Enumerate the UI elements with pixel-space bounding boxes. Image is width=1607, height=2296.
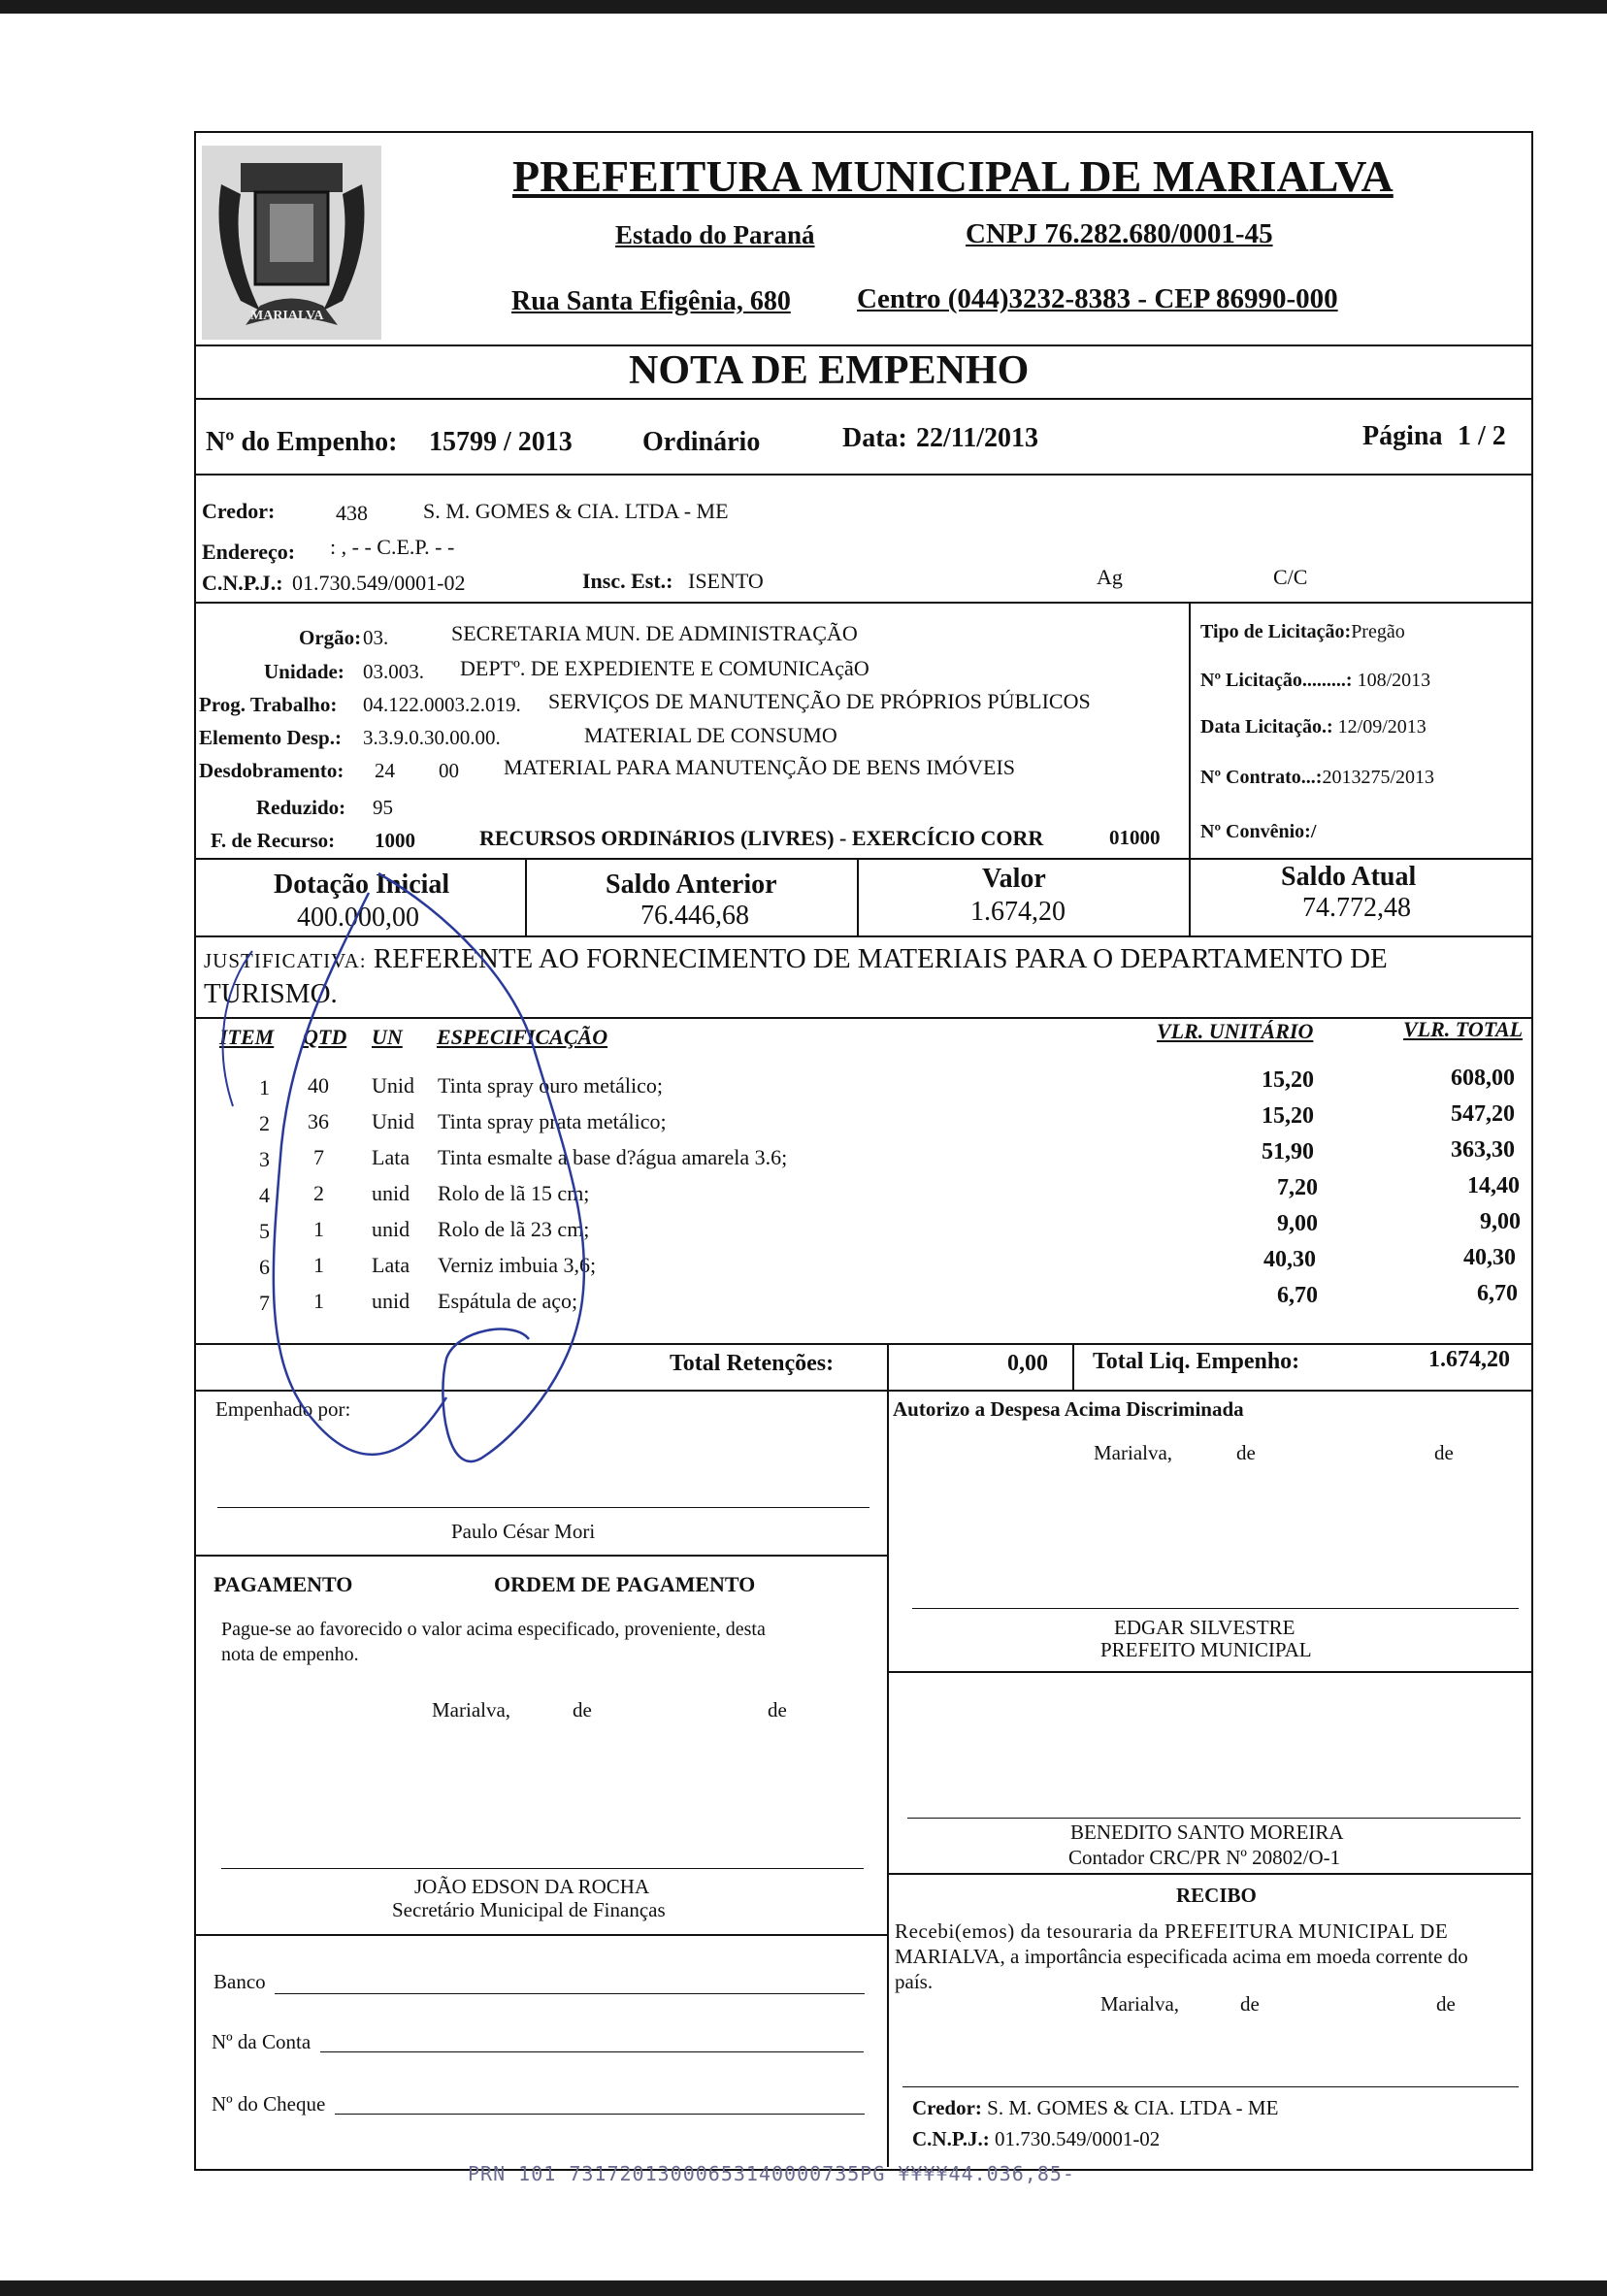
empenho-type: Ordinário	[642, 427, 761, 457]
licitacao-number: 108/2013	[1357, 670, 1431, 691]
footer-authentication-code: PRN 101 73172013000653140000735PG ¥¥¥¥44.036,85-	[468, 2162, 1075, 2185]
item-unit-price: 6,70	[1277, 1283, 1318, 1308]
empenho-number-label: Nº do Empenho:	[206, 427, 398, 457]
item-qtd: 1	[313, 1253, 324, 1277]
unidade-name: DEPTº. DE EXPEDIENTE E COMUNICAçãO	[460, 656, 869, 680]
dotacao-value: 400.000,00	[297, 902, 419, 933]
prefeito-name: EDGAR SILVESTRE	[1114, 1616, 1295, 1639]
doc-title: NOTA DE EMPENHO	[629, 348, 1030, 393]
autorizo-label: Autorizo a Despesa Acima Discriminada	[893, 1397, 1244, 1421]
contador-name: BENEDITO SANTO MOREIRA	[1070, 1820, 1344, 1844]
credor-address: : , - - C.E.P. - -	[330, 535, 455, 559]
header-title: PREFEITURA MUNICIPAL DE MARIALVA	[512, 151, 1394, 201]
licitacao-date-label: Data Licitação.:	[1200, 716, 1333, 738]
licitacao-date-row	[1200, 716, 1427, 738]
desdobramento-code-1: 24	[375, 759, 395, 782]
justificativa-line-1: REFERENTE AO FORNECIMENTO DE MATERIAIS PARA O DEPARTAMENTO DE	[373, 943, 1388, 974]
item-qtd: 1	[313, 1217, 324, 1241]
item-number: 6	[259, 1255, 270, 1279]
secretario-name: JOÃO EDSON DA ROCHA	[414, 1875, 650, 1898]
cheque-label: Nº do Cheque	[212, 2092, 326, 2116]
item-unit-price: 40,30	[1263, 1247, 1316, 1272]
item-qtd: 7	[313, 1145, 324, 1169]
item-number: 2	[259, 1111, 270, 1135]
fonte-number: 01000	[1109, 826, 1161, 849]
items-header-total: VLR. TOTAL	[1403, 1017, 1524, 1041]
convenio-label: Nº Convênio:/	[1200, 821, 1317, 842]
items-header-item: ITEM	[219, 1025, 275, 1049]
pagamento-de-2: de	[768, 1698, 787, 1722]
item-unit-type: unid	[372, 1217, 410, 1241]
justificativa-label: JUSTIFICATIVA:	[204, 949, 367, 972]
item-spec: Tinta esmalte a base d?água amarela 3.6;	[438, 1145, 788, 1169]
credor-insc-label: Insc. Est.:	[582, 569, 673, 593]
header-address: Rua Santa Efigênia, 680	[511, 286, 791, 316]
elemento-code: 3.3.9.0.30.00.00.	[363, 726, 501, 749]
prefeito-role: PREFEITO MUNICIPAL	[1100, 1638, 1312, 1661]
item-spec: Rolo de lã 23 cm;	[438, 1217, 590, 1241]
header-crest-banner: MARIALVA	[250, 309, 324, 323]
justificativa-line-2: TURISMO.	[204, 978, 338, 1009]
recibo-text-3: país.	[895, 1970, 934, 1993]
recibo-cnpj-row	[912, 2127, 1160, 2151]
desdobramento-name: MATERIAL PARA MANUTENÇÃO DE BENS IMÓVEIS	[504, 755, 1016, 779]
recibo-title: RECIBO	[1176, 1884, 1257, 1907]
item-qtd: 1	[313, 1289, 324, 1313]
credor-label: Credor:	[202, 499, 276, 523]
item-qtd: 36	[308, 1109, 329, 1133]
fonte-label: F. de Recurso:	[211, 829, 336, 852]
recibo-cnpj: 01.730.549/0001-02	[994, 2127, 1161, 2150]
total-liquido-value: 1.674,20	[1428, 1347, 1510, 1372]
saldo-anterior-label: Saldo Anterior	[606, 869, 777, 900]
ordem-pagamento-label: ORDEM DE PAGAMENTO	[494, 1572, 756, 1596]
orgao-name: SECRETARIA MUN. DE ADMINISTRAÇÃO	[451, 621, 858, 645]
credor-ag-label: Ag	[1097, 565, 1123, 589]
item-number: 7	[259, 1291, 270, 1315]
header-cnpj: CNPJ 76.282.680/0001-45	[966, 218, 1273, 249]
desdobramento-label: Desdobramento:	[199, 759, 344, 782]
elemento-name: MATERIAL DE CONSUMO	[584, 723, 837, 747]
saldo-atual-value: 74.772,48	[1302, 893, 1411, 923]
unidade-code: 03.003.	[363, 660, 424, 683]
licitacao-type: Pregão	[1351, 621, 1405, 642]
secretario-role: Secretário Municipal de Finanças	[392, 1898, 666, 1921]
total-retencoes-value: 0,00	[1007, 1351, 1048, 1376]
scan-bottom-border	[0, 2280, 1607, 2296]
item-spec: Tinta spray ouro metálico;	[438, 1073, 663, 1098]
banco-label: Banco	[213, 1970, 266, 1993]
saldo-anterior-value: 76.446,68	[640, 901, 749, 931]
licitacao-number-row	[1200, 670, 1430, 692]
item-unit-type: unid	[372, 1181, 410, 1205]
items-header-un: UN	[372, 1025, 403, 1049]
pagamento-place: Marialva,	[432, 1698, 511, 1722]
item-total: 14,40	[1467, 1173, 1520, 1198]
licitacao-type-label	[1200, 621, 1405, 643]
reduzido-label: Reduzido:	[256, 796, 346, 819]
empenhado-por-label: Empenhado por:	[215, 1397, 351, 1421]
recibo-credor-name: S. M. GOMES & CIA. LTDA - ME	[987, 2096, 1279, 2119]
recibo-place: Marialva,	[1100, 1992, 1180, 2016]
autorizo-date-place: Marialva,	[1094, 1441, 1173, 1464]
header-contact: Centro (044)3232-8383 - CEP 86990-000	[857, 283, 1338, 314]
orgao-label: Orgão:	[299, 626, 362, 649]
item-spec: Espátula de aço;	[438, 1289, 578, 1313]
page-number: 1 / 2	[1458, 421, 1506, 451]
item-total: 6,70	[1477, 1281, 1518, 1306]
scan-top-border	[0, 0, 1607, 14]
recibo-credor-row	[912, 2096, 1278, 2120]
orgao-code: 03.	[363, 626, 389, 649]
page-label: Página	[1362, 421, 1443, 451]
conta-label: Nº da Conta	[212, 2030, 312, 2053]
valor-label: Valor	[982, 864, 1046, 894]
unidade-label: Unidade:	[264, 660, 344, 683]
contrato-row	[1200, 767, 1434, 789]
credor-cnpj-label: C.N.P.J.:	[202, 571, 283, 595]
pagamento-label: PAGAMENTO	[213, 1572, 353, 1596]
recibo-de-2: de	[1436, 1992, 1456, 2016]
fonte-name: RECURSOS ORDINáRIOS (LIVRES) - EXERCÍCIO CORR	[479, 826, 1044, 850]
item-unit-type: Unid	[372, 1073, 414, 1098]
item-number: 5	[259, 1219, 270, 1243]
recibo-de-1: de	[1240, 1992, 1260, 2016]
item-number: 3	[259, 1147, 270, 1171]
contrato-label: Nº Contrato...:	[1200, 767, 1323, 788]
credor-address-label: Endereço:	[202, 540, 296, 564]
handwritten-signature	[194, 854, 640, 1553]
empenho-number: 15799 / 2013	[429, 427, 573, 457]
empenho-date: 22/11/2013	[916, 423, 1039, 453]
item-spec: Verniz imbuia 3,6;	[438, 1253, 597, 1277]
credor-insc: ISENTO	[688, 569, 764, 593]
reduzido-value: 95	[373, 796, 393, 819]
pagamento-text-2: nota de empenho.	[221, 1644, 359, 1665]
prog-label: Prog. Trabalho:	[199, 693, 338, 716]
item-total: 9,00	[1480, 1209, 1521, 1234]
credor-cnpj: 01.730.549/0001-02	[292, 571, 466, 595]
item-unit-price: 15,20	[1262, 1067, 1314, 1093]
item-spec: Rolo de lã 15 cm;	[438, 1181, 590, 1205]
item-unit-price: 15,20	[1262, 1103, 1314, 1129]
pagamento-text-1: Pague-se ao favorecido o valor acima especificado, proveniente, desta	[221, 1619, 766, 1640]
header-state: Estado do Paraná	[615, 220, 815, 249]
desdobramento-code-2: 00	[439, 759, 459, 782]
total-retencoes-label: Total Retenções:	[670, 1351, 835, 1376]
credor-cc-label: C/C	[1273, 565, 1308, 589]
item-total: 608,00	[1451, 1066, 1515, 1091]
contador-role: Contador CRC/PR Nº 20802/O-1	[1068, 1846, 1341, 1869]
item-unit-price: 7,20	[1277, 1175, 1318, 1200]
item-unit-type: unid	[372, 1289, 410, 1313]
item-qtd: 40	[308, 1073, 329, 1098]
pagamento-de-1: de	[573, 1698, 592, 1722]
item-unit-price: 51,90	[1262, 1139, 1314, 1164]
items-header-qtd: QTD	[303, 1025, 347, 1049]
empenho-date-label: Data:	[842, 423, 907, 453]
total-liquido-label: Total Liq. Empenho:	[1093, 1349, 1300, 1374]
item-spec: Tinta spray prata metálico;	[438, 1109, 667, 1133]
valor-value: 1.674,20	[970, 897, 1066, 927]
licitacao-date: 12/09/2013	[1337, 716, 1427, 738]
recibo-credor-label: Credor:	[912, 2096, 982, 2119]
credor-code: 438	[336, 501, 368, 525]
autorizo-date-de-2: de	[1434, 1441, 1454, 1464]
items-header-spec: ESPECIFICAÇÃO	[437, 1025, 608, 1049]
elemento-label: Elemento Desp.:	[199, 726, 342, 749]
items-header-unit: VLR. UNITÁRIO	[1157, 1019, 1314, 1043]
item-total: 40,30	[1463, 1245, 1516, 1270]
item-total: 547,20	[1451, 1101, 1515, 1127]
credor-name: S. M. GOMES & CIA. LTDA - ME	[423, 499, 729, 523]
recibo-text-1: Recebi(emos) da tesouraria da PREFEITURA MUNICIPAL DE	[895, 1919, 1449, 1943]
prog-code: 04.122.0003.2.019.	[363, 693, 521, 716]
item-unit-type: Lata	[372, 1145, 410, 1169]
dotacao-label: Dotação Inicial	[274, 869, 450, 900]
item-total: 363,30	[1451, 1137, 1515, 1163]
saldo-atual-label: Saldo Atual	[1281, 862, 1417, 892]
licitacao-type-label-text: Tipo de Licitação:	[1200, 621, 1352, 642]
contrato-number: 2013275/2013	[1322, 767, 1435, 788]
item-unit-type: Unid	[372, 1109, 414, 1133]
recibo-text-2: MARIALVA, a importância especificada acima em moeda corrente do	[895, 1945, 1468, 1968]
item-number: 1	[259, 1075, 270, 1099]
fonte-code: 1000	[375, 829, 415, 852]
item-unit-type: Lata	[372, 1253, 410, 1277]
autorizo-date-de-1: de	[1236, 1441, 1256, 1464]
item-unit-price: 9,00	[1277, 1211, 1318, 1236]
recibo-cnpj-label: C.N.P.J.:	[912, 2127, 990, 2150]
item-number: 4	[259, 1183, 270, 1207]
licitacao-number-label: Nº Licitação.........:	[1200, 670, 1353, 691]
prog-name: SERVIÇOS DE MANUTENÇÃO DE PRÓPRIOS PÚBLICOS	[548, 689, 1091, 713]
empenhado-por-name: Paulo César Mori	[451, 1520, 596, 1543]
item-qtd: 2	[313, 1181, 324, 1205]
